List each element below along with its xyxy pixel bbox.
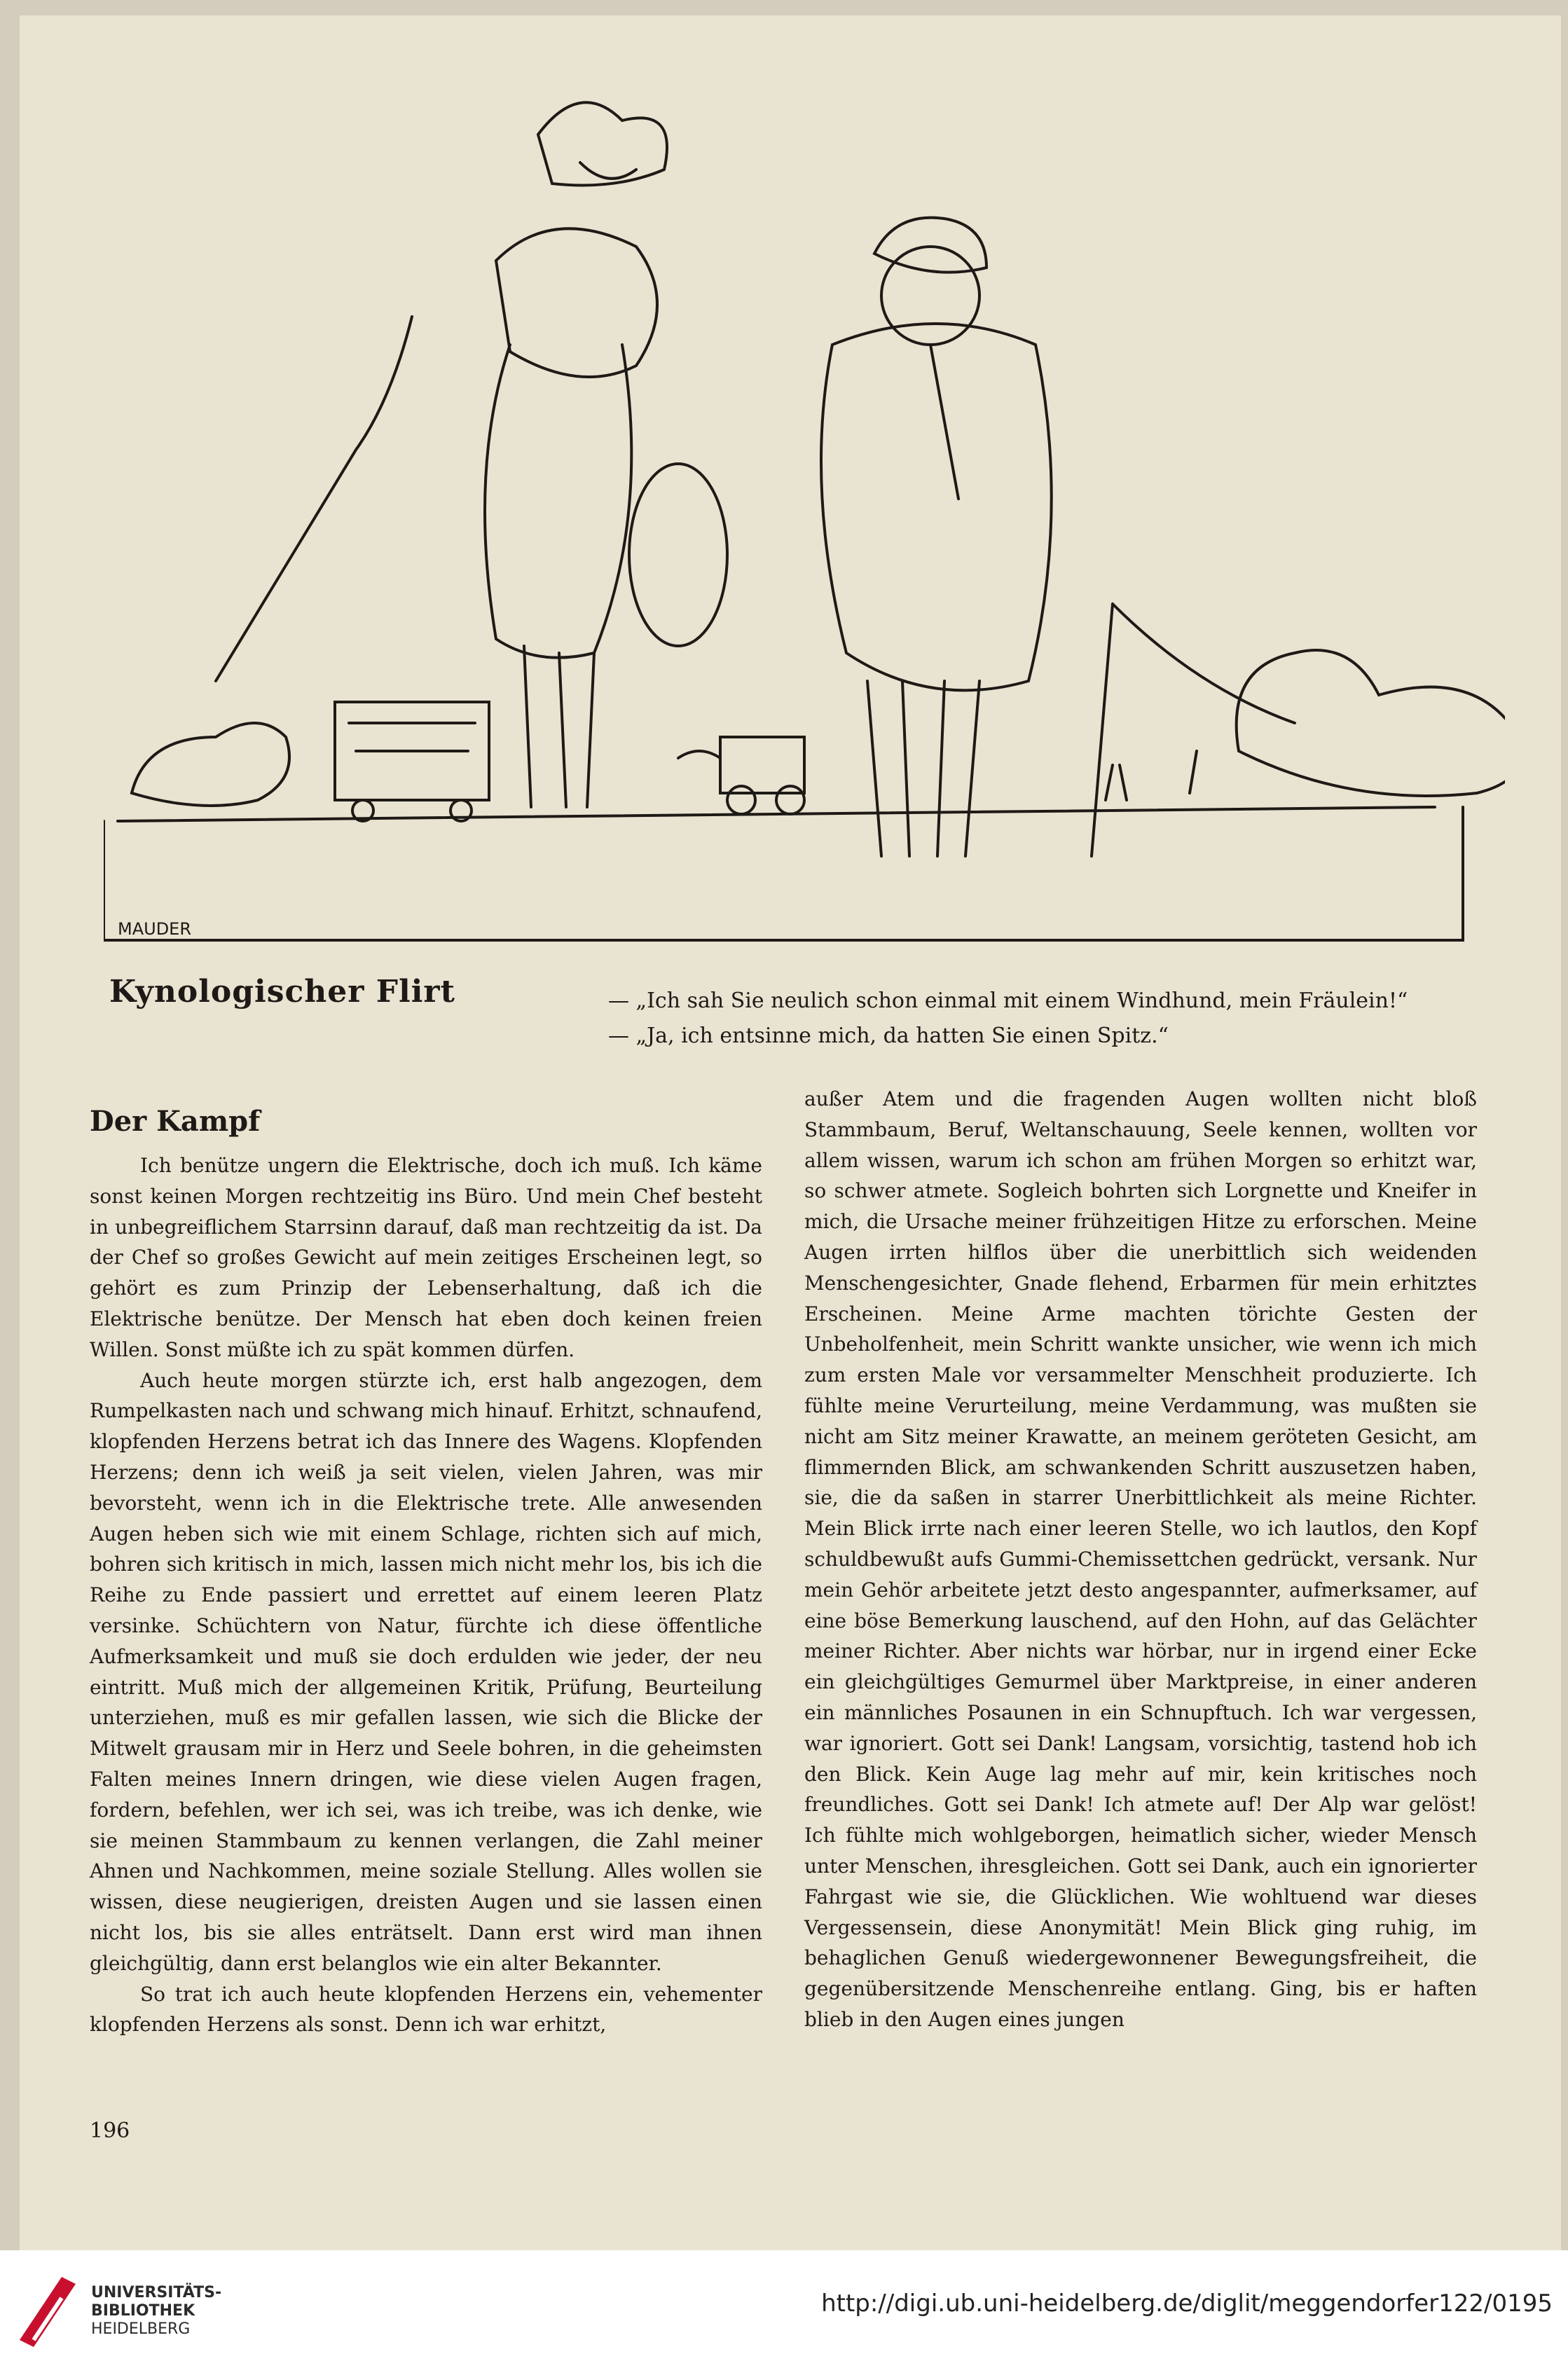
ground-line: [118, 807, 1435, 821]
institution-line-2: BIBLIOTHEK: [91, 2302, 195, 2320]
woman-dress: [485, 345, 631, 658]
woman-legs: [524, 646, 594, 807]
background-figures: [1106, 751, 1197, 800]
caption-dialogue: [608, 984, 1519, 1054]
page-number: 196: [90, 2119, 130, 2143]
left-dog: [132, 723, 289, 806]
caption-line-1: — „Ich sah Sie neulich schon einmal mit einem Windhund, mein Fräulein!“: [608, 989, 1408, 1013]
walking-stick: [1092, 604, 1113, 856]
paragraph: außer Atem und die fragenden Augen wollten nicht bloß Stammbaum, Beruf, Weltanschauung, Seele kennen, wollten vor allem wissen, warum ich schon am frühen Morgen so erhitzt war, so schwer atmete. Sogleich bohrten sich Lorgnette und Kneifer in mich, die Ursache meiner frühzeitigen Hitze zu erforschen. Meine Augen irrten hilflos über die unerbittlich sich weidenden Menschengesichter, Gnade flehend, Erbarmen für mein erhitztes Erscheinen. Meine Arme machten törichte Gesten der Unbeholfenheit, mein Schritt wankte unsicher, wie wenn ich mich zum ersten Male vor versammelter Menschheit produzierte. Ich fühlte meine Verurteilung, meine Verdammung, was mußten sie nicht am Sitz meiner Krawatte, an meinem geröteten Gesicht, am flimmernden Blick, am schwankenden Schritt auszusetzen haben, sie, die da saßen in starrer Unerbittlichkeit als meine Richter. Mein Blick irrte nach einer leeren Stelle, wo ich lautlos, den Kopf schuldbewußt aufs Gummi-Chemissettchen gedrückt, versank. Nur mein Gehör arbeitete jetzt desto angespannter, aufmerksamer, auf eine böse Bemerkung lauschend, auf den Hohn, auf das Gelächter meiner Richter. Aber nichts war hörbar, nur in irgend einer Ecke ein gleichgültiges Gemurmel über Marktpreise, in einer anderen ein männliches Posaunen in ein Schnupftuch. Ich war vergessen, war ignoriert. Gott sei Dank! Langsam, vorsichtig, tastend hob ich den Blick. Kein Auge lag mehr auf mir, kein kritisches noch freundliches. Gott sei Dank! Ich atmete auf! Der Alp war gelöst! Ich fühlte mich wohlgeborgen, heimatlich sicher, wieder Mensch unter Menschen, ihresgleichen. Gott sei Dank, auch ein ignorierter Fahrgast wie sie, die Glücklichen. Wie wohltuend war dieses Vergessensein, diese Anonymität! Mein Blick ging ruhig, im behaglichen Genuß wiedergewonnener Bewegungsfreiheit, die gegenübersitzende Menschenreihe entlang. Ging, bis er haften blieb in den Augen eines jungen: [804, 1087, 1477, 2031]
man-trousers: [867, 681, 979, 856]
caption-title: Kynologischer Flirt: [109, 974, 455, 1010]
woman-hat: [538, 102, 667, 185]
cartoon-drawing: [104, 50, 1505, 961]
caption-line-2: — „Ja, ich entsinne mich, da hatten Sie einen Spitz.“: [608, 1024, 1169, 1048]
footer-bar: [0, 2250, 1568, 2368]
woman-muff: [629, 464, 727, 646]
institution-line-3: HEIDELBERG: [91, 2320, 191, 2338]
scanned-page: [20, 15, 1561, 2250]
right-column: [804, 1084, 1477, 2035]
ground-frame: [104, 807, 1463, 940]
cartoon-illustration: [104, 50, 1505, 961]
left-column: [90, 1150, 762, 2040]
paragraph: Ich benütze ungern die Elektrische, doch ich muß. Ich käme sonst keinen Morgen rechtzeitig ins Büro. Und mein Chef besteht in unbegreiflichem Starrsinn darauf, daß man rechtzeitig da ist. Da der Chef so großes Gewicht auf mein zeitiges Erscheinen legt, so gehört es zum Prinzip der Lebenserhaltung, daß ich die Elektrische benütze. Der Mensch hat eben doch keinen freien Willen. Sonst müßte ich zu spät kommen dürfen.: [90, 1154, 762, 1361]
woman-fur-collar: [496, 228, 657, 377]
woman-leash: [216, 317, 412, 681]
right-dog: [1237, 650, 1505, 796]
institution-name: [91, 2284, 221, 2339]
man-head: [881, 247, 979, 345]
man-scarf: [930, 345, 958, 499]
library-logo-icon[interactable]: [13, 2270, 83, 2347]
article-title: Der Kampf: [90, 1105, 261, 1138]
institution-line-1: UNIVERSITÄTS-: [91, 2284, 222, 2301]
paragraph: Auch heute morgen stürzte ich, erst halb angezogen, dem Rumpelkasten nach und schwang mich hinauf. Erhitzt, schnaufend, klopfenden Herzens betrat ich das Innere des Wagens. Klopfenden Herzens; denn ich weiß ja seit vielen, vielen Jahren, was mir bevorsteht, wenn ich in die Elektrische trete. Alle anwesenden Augen heben sich wie mit einem Schlage, richten sich auf mich, bohren sich kritisch in mich, lassen mich nicht mehr los, bis ich die Reihe zu Ende passiert und errettet auf einem leeren Platz versinke. Schüchtern von Natur, fürchte ich diese öffentliche Aufmerksamkeit und muß sie doch erdulden wie jeder, der neu eintritt. Muß mich der allgemeinen Kritik, Prüfung, Beurteilung unterziehen, muß es mir gefallen lassen, wie sich die Blicke der Mitwelt grausam mir in Herz und Seele bohren, in die geheimsten Falten meines Innern dringen, wie diese vielen Augen fragen, fordern, befehlen, wer ich sei, was ich treibe, was ich denke, wie sie meinen Stammbaum zu kennen verlangen, die Zahl meiner Ahnen und Nachkommen, meine soziale Stellung. Alles wollen sie wissen, diese neugierigen, dreisten Augen und sie lassen einen nicht los, bis sie alles enträtselt. Dann erst wird man ihnen gleichgültig, dann erst belanglos wie ein alter Bekannter.: [90, 1368, 762, 1975]
paragraph: So trat ich auch heute klopfenden Herzens ein, vehementer klopfenden Herzens als sonst. Denn ich war erhitzt,: [90, 1982, 762, 2037]
source-url-link[interactable]: http://digi.ub.uni-heidelberg.de/diglit/meggendorfer122/0195: [821, 2290, 1553, 2318]
artist-signature: MAUDER: [118, 919, 192, 939]
